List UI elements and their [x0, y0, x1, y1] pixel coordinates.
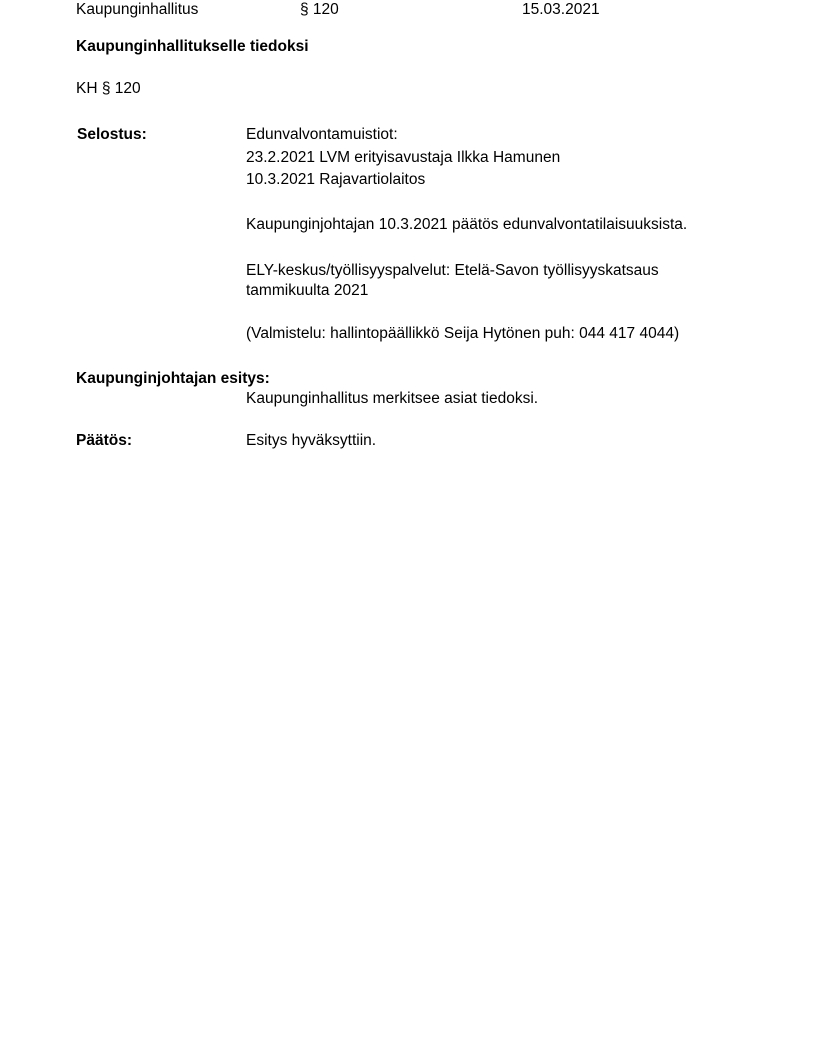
section-reference: KH § 120 [76, 80, 141, 97]
memo-item-2: 10.3.2021 Rajavartiolaitos [246, 171, 426, 188]
proposal-label: Kaupunginjohtajan esitys: [76, 370, 270, 387]
memo-item-1: 23.2.2021 LVM erityisavustaja Ilkka Hamunen [246, 149, 561, 166]
proposal-text: Kaupunginhallitus merkitsee asiat tiedoksi. [246, 390, 539, 407]
preparer-note: (Valmistelu: hallintopäällikkö Seija Hytönen puh: 044 417 4044) [246, 325, 680, 342]
header-section: § 120 [300, 1, 339, 18]
memos-heading: Edunvalvontamuistiot: [246, 126, 398, 143]
document-title: Kaupunginhallitukselle tiedoksi [76, 38, 309, 55]
ely-report-line-2: tammikuulta 2021 [246, 282, 369, 299]
selostus-label: Selostus: [77, 126, 147, 143]
header-date: 15.03.2021 [522, 1, 600, 18]
mayor-decision-note: Kaupunginjohtajan 10.3.2021 päätös edunvalvontatilaisuuksista. [246, 216, 688, 233]
decision-label: Päätös: [76, 432, 132, 449]
header-body: Kaupunginhallitus [76, 1, 199, 18]
decision-text: Esitys hyväksyttiin. [246, 432, 377, 449]
ely-report-line-1: ELY-keskus/työllisyyspalvelut: Etelä-Savon työllisyyskatsaus [246, 262, 659, 279]
